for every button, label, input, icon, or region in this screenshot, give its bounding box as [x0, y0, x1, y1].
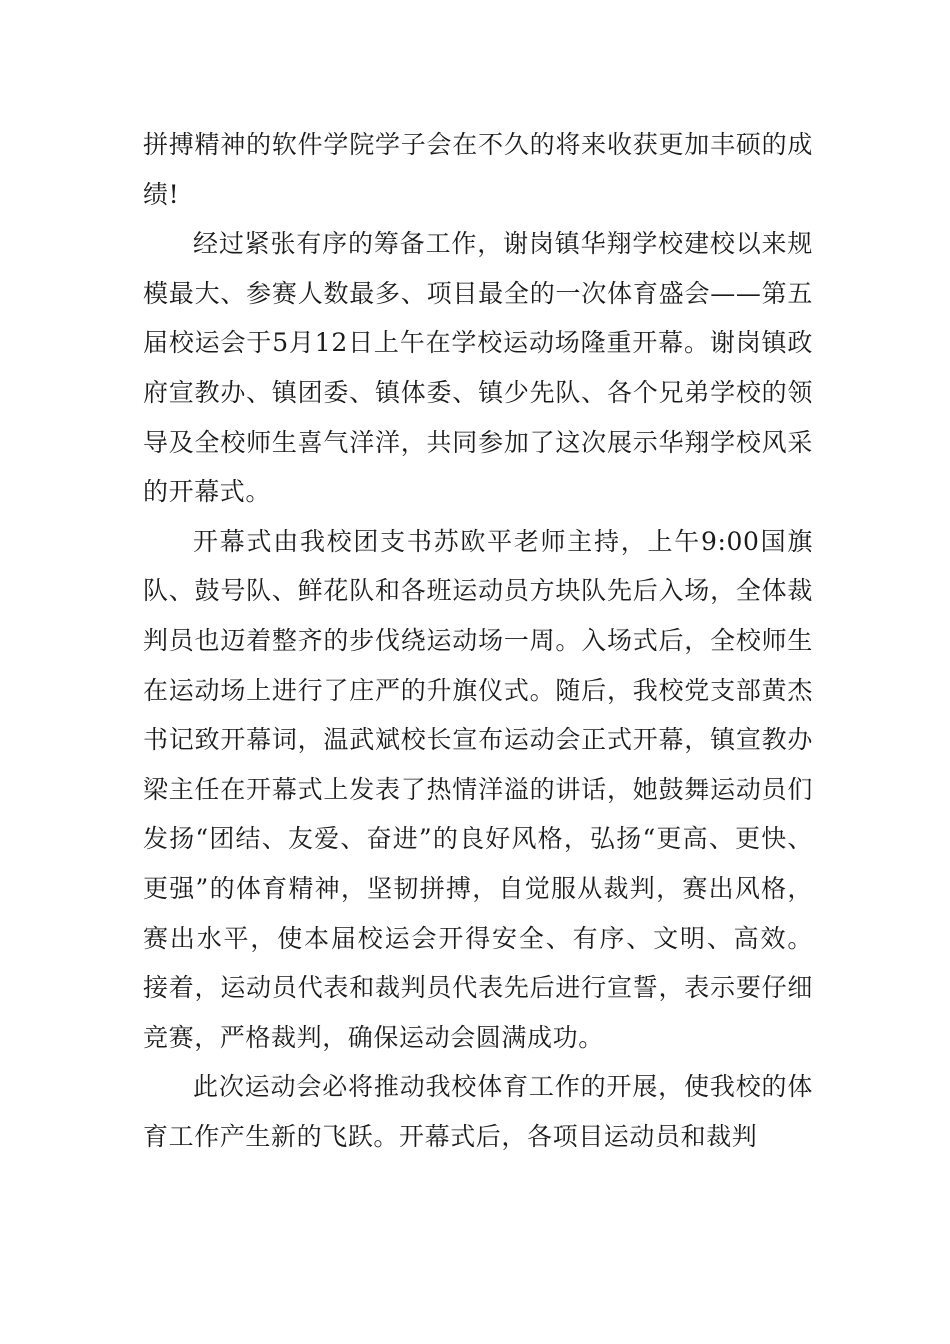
paragraph-3: 开幕式由我校团支书苏欧平老师主持，上午9:00国旗队、鼓号队、鲜花队和各班运动员方块队先后入场，全体裁判员也迈着整齐的步伐绕运动场一周。入场式后，全校师生在运动场上进行了庄严的升旗仪式。随后，我校党支部黄杰书记致开幕词，温武斌校长宣布运动会正式开幕，镇宣教办梁主任在开幕式上发表了热情洋溢的讲话，她鼓舞运动员们发扬“团结、友爱、奋进”的良好风格，弘扬“更高、更快、更强”的体育精神，坚韧拼搏，自觉服从裁判，赛出风格，赛出水平，使本届校运会开得安全、有序、文明、高效。 接着，运动员代表和裁判员代表先后进行宣誓，表示要仔细竞赛，严格裁判，确保运动会圆满成功。 [143, 526, 813, 1052]
body-text [143, 120, 813, 1161]
paragraph-2: 经过紧张有序的筹备工作，谢岗镇华翔学校建校以来规模最大、参赛人数最多、项目最全的一次体育盛会——第五届校运会于5月12日上午在学校运动场隆重开幕。谢岗镇政府宣教办、镇团委、镇体委、镇少先队、各个兄弟学校的领导及全校师生喜气洋洋，共同参加了这次展示华翔学校风采的开幕式。 [143, 229, 813, 507]
paragraph-1: 拼搏精神的软件学院学子会在不久的将来收获更加丰硕的成绩! [143, 130, 813, 209]
paragraph-4: 此次运动会必将推动我校体育工作的开展，使我校的体育工作产生新的飞跃。开幕式后，各项目运动员和裁判 [143, 1072, 813, 1151]
